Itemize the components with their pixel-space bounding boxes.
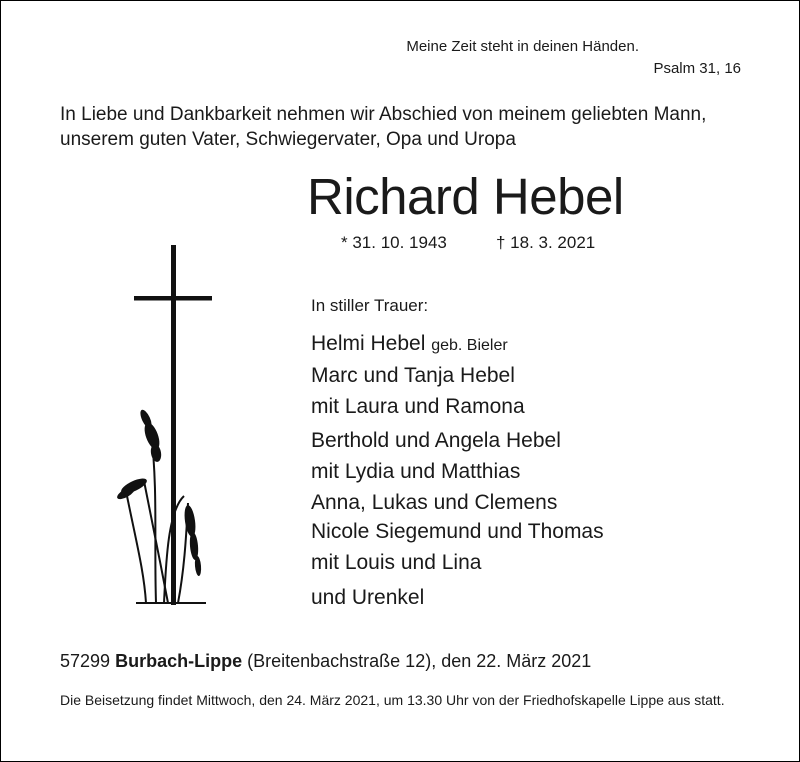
birth-date: * 31. 10. 1943 — [341, 233, 447, 252]
mourner-family-1 — [311, 360, 525, 422]
mourner-wife — [311, 328, 508, 361]
family-3-line-2: mit Louis und Lina — [311, 551, 482, 574]
death-date: † 18. 3. 2021 — [496, 233, 596, 252]
intro-line-1: In Liebe und Dankbarkeit nehmen wir Abschied von meinem geliebten Mann, — [60, 104, 707, 125]
family-1-line-1: Marc und Tanja Hebel — [311, 364, 515, 387]
family-2-line-3: Anna, Lukas und Clemens — [311, 491, 558, 514]
mourner-family-2 — [311, 425, 561, 518]
mourner-great-grandchildren: und Urenkel — [311, 586, 425, 609]
location-line — [60, 651, 591, 672]
postcode: 57299 — [60, 651, 111, 671]
intro-text — [60, 102, 760, 152]
wife-maiden-name: geb. Bieler — [431, 337, 508, 354]
bible-verse: Meine Zeit steht in deinen Händen. — [406, 38, 639, 55]
wife-name: Helmi Hebel — [311, 332, 426, 355]
family-2-line-1: Berthold und Angela Hebel — [311, 429, 561, 452]
cross-with-wheat-icon — [106, 241, 216, 611]
deceased-name: Richard Hebel — [307, 168, 624, 225]
town: Burbach-Lippe — [115, 651, 243, 671]
mourning-heading: In stiller Trauer: — [311, 296, 429, 315]
intro-line-2: unserem guten Vater, Schwiegervater, Opa und Uropa — [60, 129, 516, 150]
family-3-line-1: Nicole Siegemund und Thomas — [311, 520, 604, 543]
funeral-notice: Die Beisetzung findet Mittwoch, den 24. März 2021, um 13.30 Uhr von der Friedhofskapelle Lippe aus statt. — [60, 692, 725, 708]
address-date: (Breitenbachstraße 12), den 22. März 2021 — [247, 651, 592, 671]
family-2-line-2: mit Lydia und Matthias — [311, 460, 521, 483]
bible-verse-reference: Psalm 31, 16 — [653, 60, 741, 77]
family-1-line-2: mit Laura und Ramona — [311, 395, 525, 418]
mourner-family-3 — [311, 516, 604, 578]
